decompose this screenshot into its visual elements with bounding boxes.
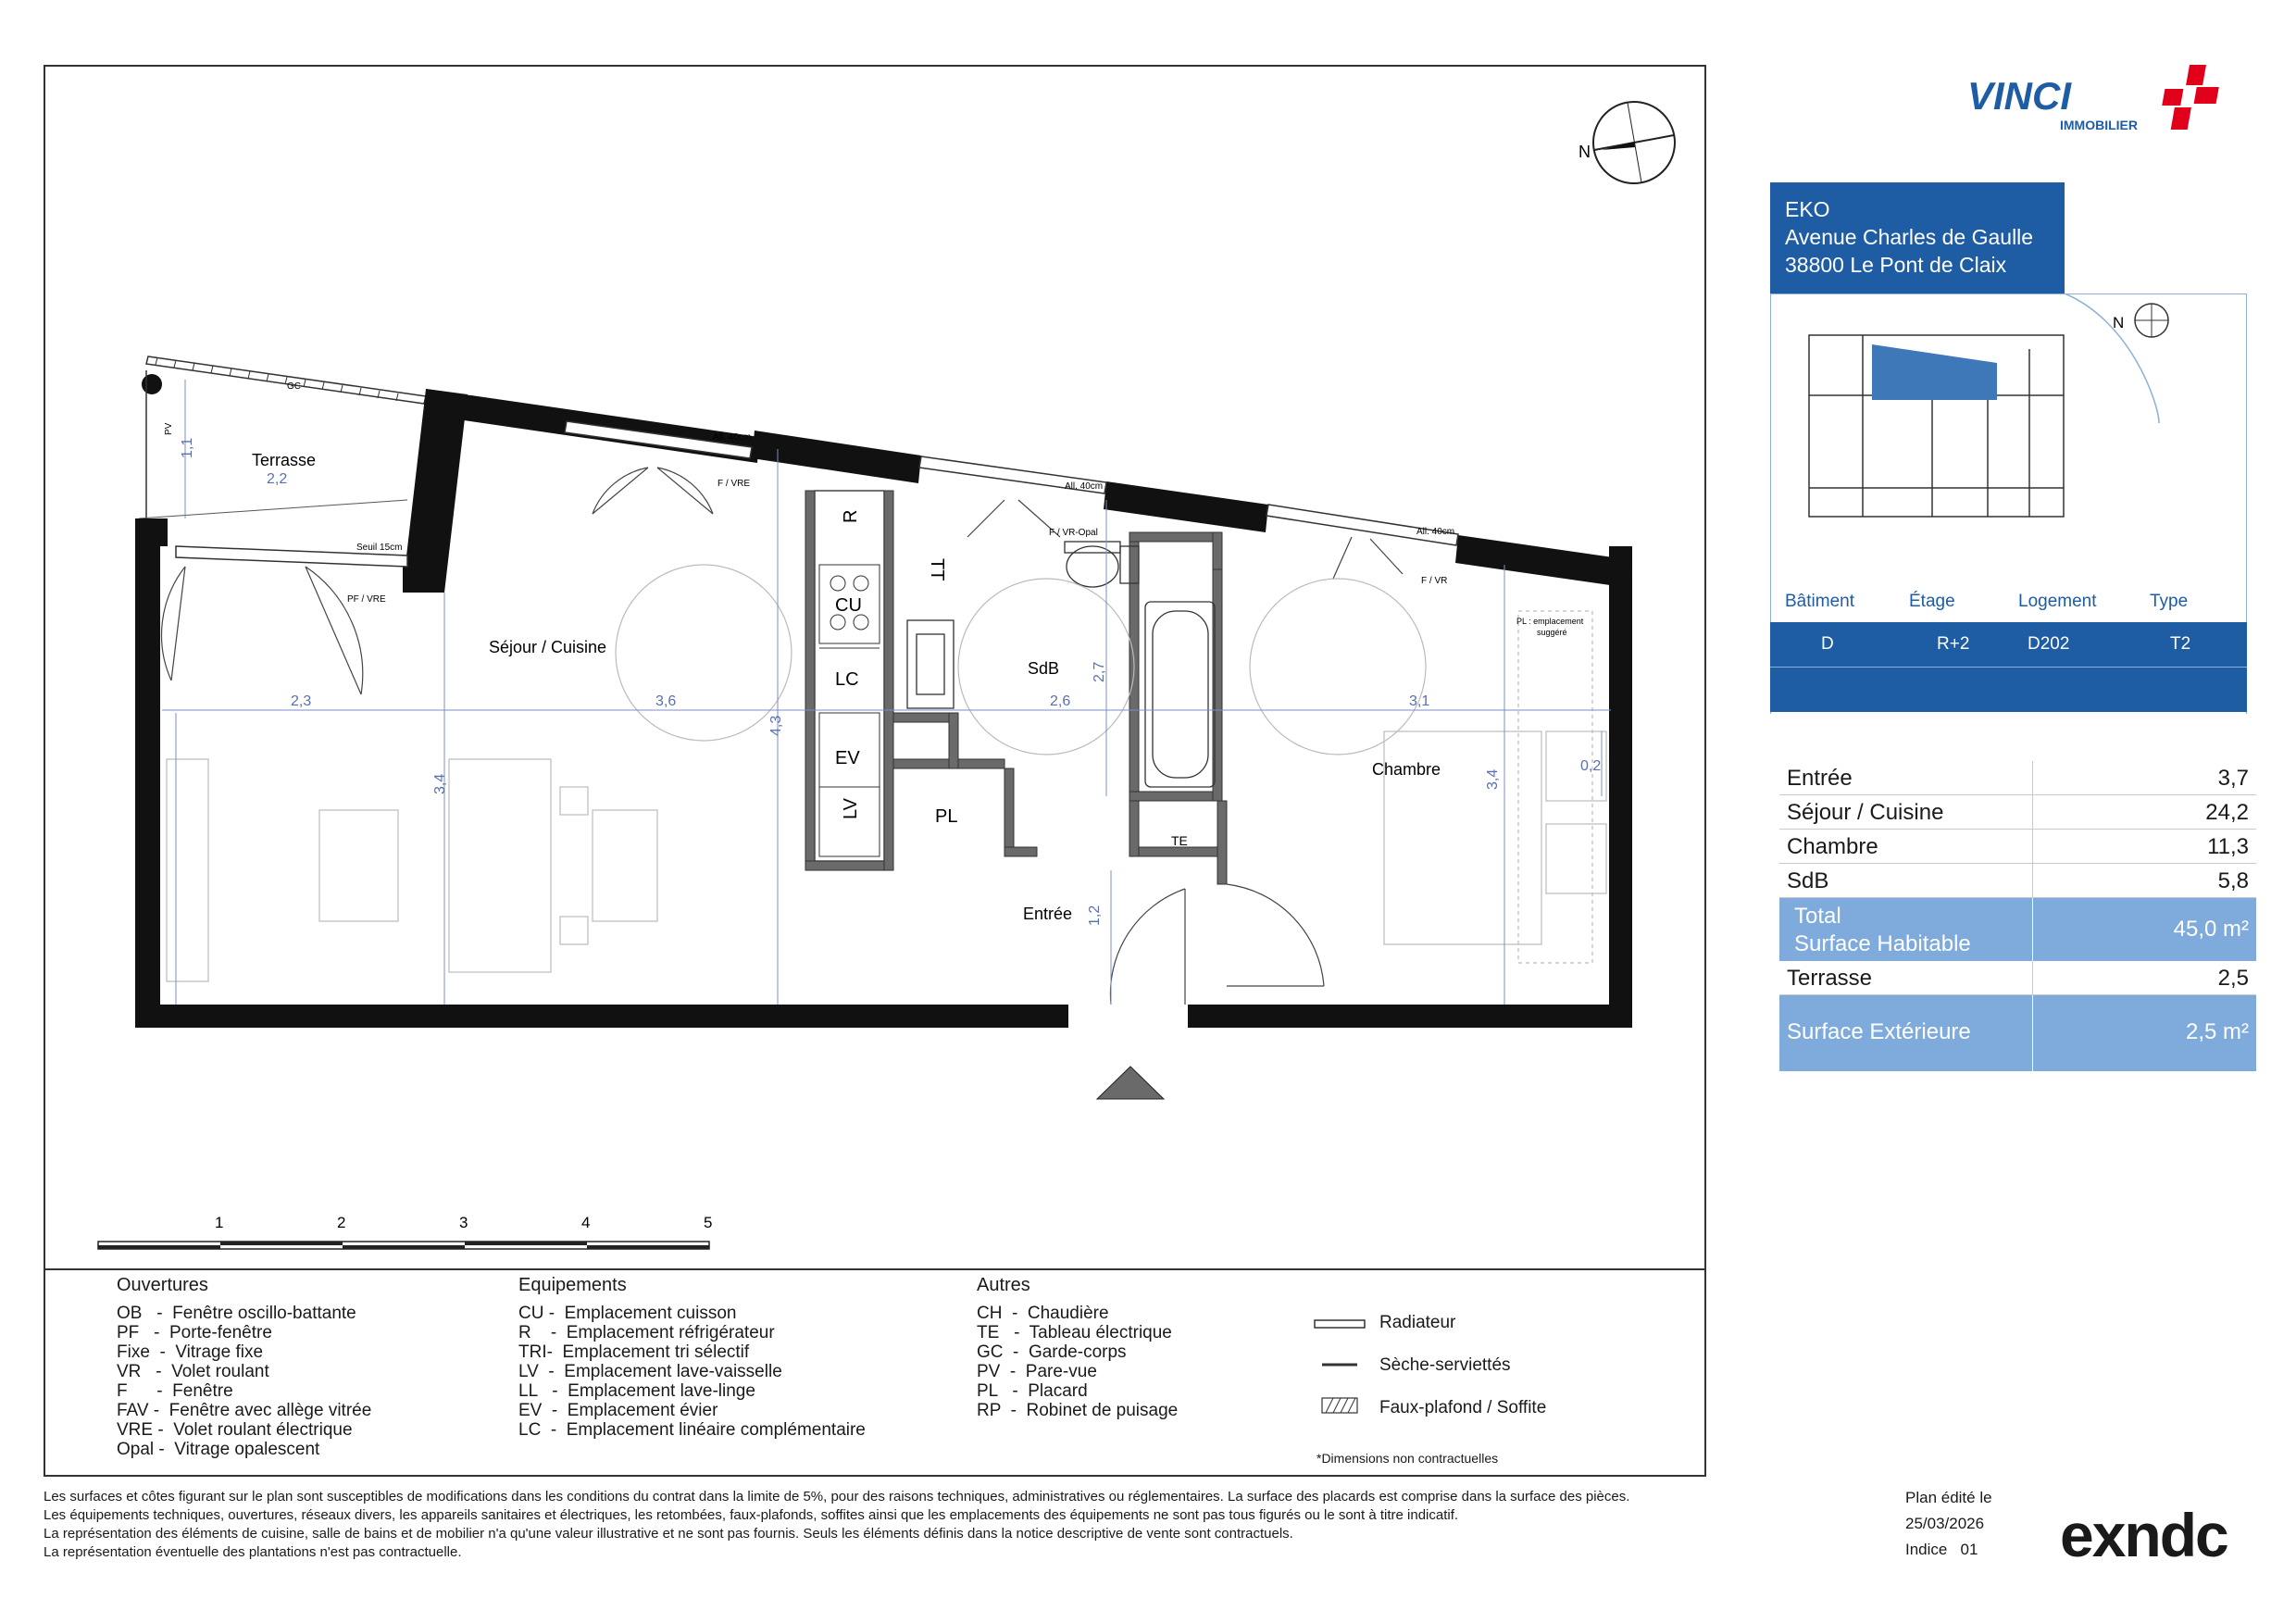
svg-text:IMMOBILIER: IMMOBILIER — [2060, 118, 2138, 132]
svg-text:VINCI: VINCI — [1967, 74, 2072, 118]
radiator-icon — [1315, 1320, 1365, 1328]
dims-note: *Dimensions non contractuelles — [1316, 1451, 1499, 1466]
room-chambre: Chambre — [1372, 760, 1441, 779]
scale-4: 4 — [581, 1214, 591, 1231]
meta-type: T2 — [2170, 634, 2191, 654]
legend-equipements-title: Equipements — [518, 1275, 627, 1295]
soffit-hatch-icon — [1322, 1398, 1357, 1413]
surface-total-row: Total Surface Habitable 45,0 m² — [1779, 898, 2256, 961]
north-label: N — [1578, 143, 1591, 161]
dim-2-7: 2,7 — [1092, 661, 1107, 682]
surface-row: Entrée 3,7 — [1779, 761, 2256, 795]
surface-table — [1779, 761, 2256, 1071]
dim-3-4b: 3,4 — [1485, 768, 1501, 790]
north-arrow-icon — [1593, 102, 1675, 183]
architect-logo: exndc — [2060, 1501, 2227, 1569]
disclaimer-notes: Les surfaces et côtes figurant sur le plan sont susceptibles de modifications dans les conditions du contrat dans la limite de 5%, pour des raisons techniques, administratives ou réglementaires. La surface des placards est comprise dans la surface des pièces. Les équipements techniques, ouvertures, réseaux divers, les appareils sanitaires et électriques, les retombées, faux-plafonds, soffites ainsi que les emplacements des équipements ne sont pas tous figurés ou le sont à titre indicatif. La représentation des éléments de cuisine, salle de bains et de mobilier n'a qu'une valeur illustrative et ne sont pas fournis. Seuls les éléments définis dans la notice descriptive de vente sont contractuels. La représentation éventuelle des plantations n'est pas contractuelle. — [44, 1489, 1630, 1560]
legend-equipements-list: CU - Emplacement cuisson R - Emplacement réfrigérateur TRI- Emplacement tri sélectif LV - Emplacement lave-vaisselle LL - Emplacement lave-linge EV - Emplacement évier LC - Emplacement linéaire complémentaire — [518, 1304, 866, 1440]
meta-values — [1770, 622, 2247, 667]
room-terrasse: Terrasse — [252, 451, 317, 469]
meta-header-type: Type — [2150, 592, 2189, 611]
entrance-arrow-icon — [1097, 1067, 1164, 1099]
dim-3-1: 3,1 — [1409, 693, 1430, 709]
vinci-logo — [1967, 65, 2245, 144]
tag-pl-note-1: PL : emplacement — [1516, 617, 1584, 626]
dim-4-3: 4,3 — [768, 715, 784, 736]
legend-faux-plafond: Faux-plafond / Soffite — [1379, 1398, 1547, 1417]
surface-ext-row: Surface Extérieure 2,5 m² — [1779, 995, 2256, 1071]
dim-1-1: 1,1 — [180, 437, 195, 458]
meta-logement: D202 — [2028, 634, 2070, 654]
tag-all3: All. 40cm — [1416, 527, 1455, 537]
project-city: 38800 Le Pont de Claix — [1785, 253, 2007, 277]
tag-fvr: F / VR — [1421, 576, 1448, 586]
equip-pl: PL — [935, 806, 958, 827]
project-box — [1770, 182, 2065, 293]
dim-2-3: 2,3 — [291, 693, 312, 709]
key-plan — [1770, 293, 2247, 571]
equip-cu: CU — [835, 595, 862, 616]
scale-bar — [98, 1242, 709, 1249]
legend-autres-list: CH - Chaudière TE - Tableau électrique GC - Garde-corps PV - Pare-vue PL - Placard RP - Robinet de puisage — [977, 1304, 1179, 1420]
dim-0-2: 0,2 — [1580, 758, 1602, 774]
edition-indice: Indice 01 — [1905, 1541, 1978, 1558]
surface-row: SdB 5,8 — [1779, 864, 2256, 898]
tag-gc: GC — [287, 381, 301, 392]
legend-ouvertures-list: OB - Fenêtre oscillo-battante PF - Porte-fenêtre Fixe - Vitrage fixe VR - Volet roulant F - Fenêtre FAV - Fenêtre avec allège vitrée VRE - Volet roulant électrique Opal - Vitrage opalescent — [117, 1304, 372, 1459]
tag-pv: PV — [164, 422, 174, 435]
surface-row: Chambre 11,3 — [1779, 830, 2256, 864]
legend-symbols — [1313, 1313, 1368, 1424]
dim-3-4a: 3,4 — [432, 773, 448, 794]
tag-all1: All. 40cm — [713, 432, 752, 443]
meta-header — [1770, 581, 2247, 622]
meta-header-logement: Logement — [2018, 592, 2097, 611]
meta-header-etage: Étage — [1909, 592, 1955, 611]
equip-lc: LC — [835, 669, 859, 690]
equip-r: R — [841, 509, 861, 523]
tag-all2: All. 40cm — [1065, 481, 1104, 492]
equip-lv: LV — [841, 798, 861, 819]
legend-radiateur: Radiateur — [1379, 1313, 1456, 1332]
meta-empty-row — [1770, 667, 2247, 712]
edition-info — [1905, 1485, 1992, 1563]
tag-seuil: Seuil 15cm — [356, 543, 403, 553]
scale-3: 3 — [459, 1214, 468, 1231]
equip-tt: TT — [927, 558, 947, 581]
surface-terrace-row: Terrasse 2,5 — [1779, 961, 2256, 995]
dim-2-2: 2,2 — [267, 471, 288, 487]
project-name: EKO — [1785, 197, 1830, 221]
legend-autres-title: Autres — [977, 1275, 1030, 1295]
room-sejour: Séjour / Cuisine — [489, 638, 607, 656]
legend-separator — [44, 1268, 1706, 1270]
svg-text:N: N — [2113, 314, 2125, 331]
legend-seche-serviettes: Sèche-serviettés — [1379, 1355, 1511, 1375]
equip-te: TE — [1171, 833, 1188, 848]
project-street: Avenue Charles de Gaulle — [1785, 225, 2034, 249]
surface-row: Séjour / Cuisine 24,2 — [1779, 795, 2256, 830]
dim-3-6: 3,6 — [655, 693, 677, 709]
tag-fvr-opal: F / VR-Opal — [1049, 528, 1098, 538]
room-sdb: SdB — [1028, 659, 1060, 678]
scale-5: 5 — [704, 1214, 713, 1231]
dim-2-6: 2,6 — [1050, 693, 1071, 709]
equip-ev: EV — [835, 748, 860, 768]
dim-1-2: 1,2 — [1087, 905, 1103, 926]
edition-label: Plan édité le — [1905, 1489, 1992, 1506]
room-entree: Entrée — [1023, 905, 1073, 923]
edition-date: 25/03/2026 — [1905, 1515, 1985, 1532]
meta-batiment: D — [1821, 634, 1834, 654]
legend-ouvertures-title: Ouvertures — [117, 1275, 208, 1295]
tag-pfvre: PF / VRE — [347, 594, 386, 605]
tag-fvre: F / VRE — [718, 479, 751, 489]
meta-etage: R+2 — [1937, 634, 1970, 654]
meta-header-batiment: Bâtiment — [1785, 592, 1854, 611]
tag-pl-note-2: suggéré — [1537, 628, 1567, 637]
scale-2: 2 — [337, 1214, 346, 1231]
scale-1: 1 — [215, 1214, 224, 1231]
